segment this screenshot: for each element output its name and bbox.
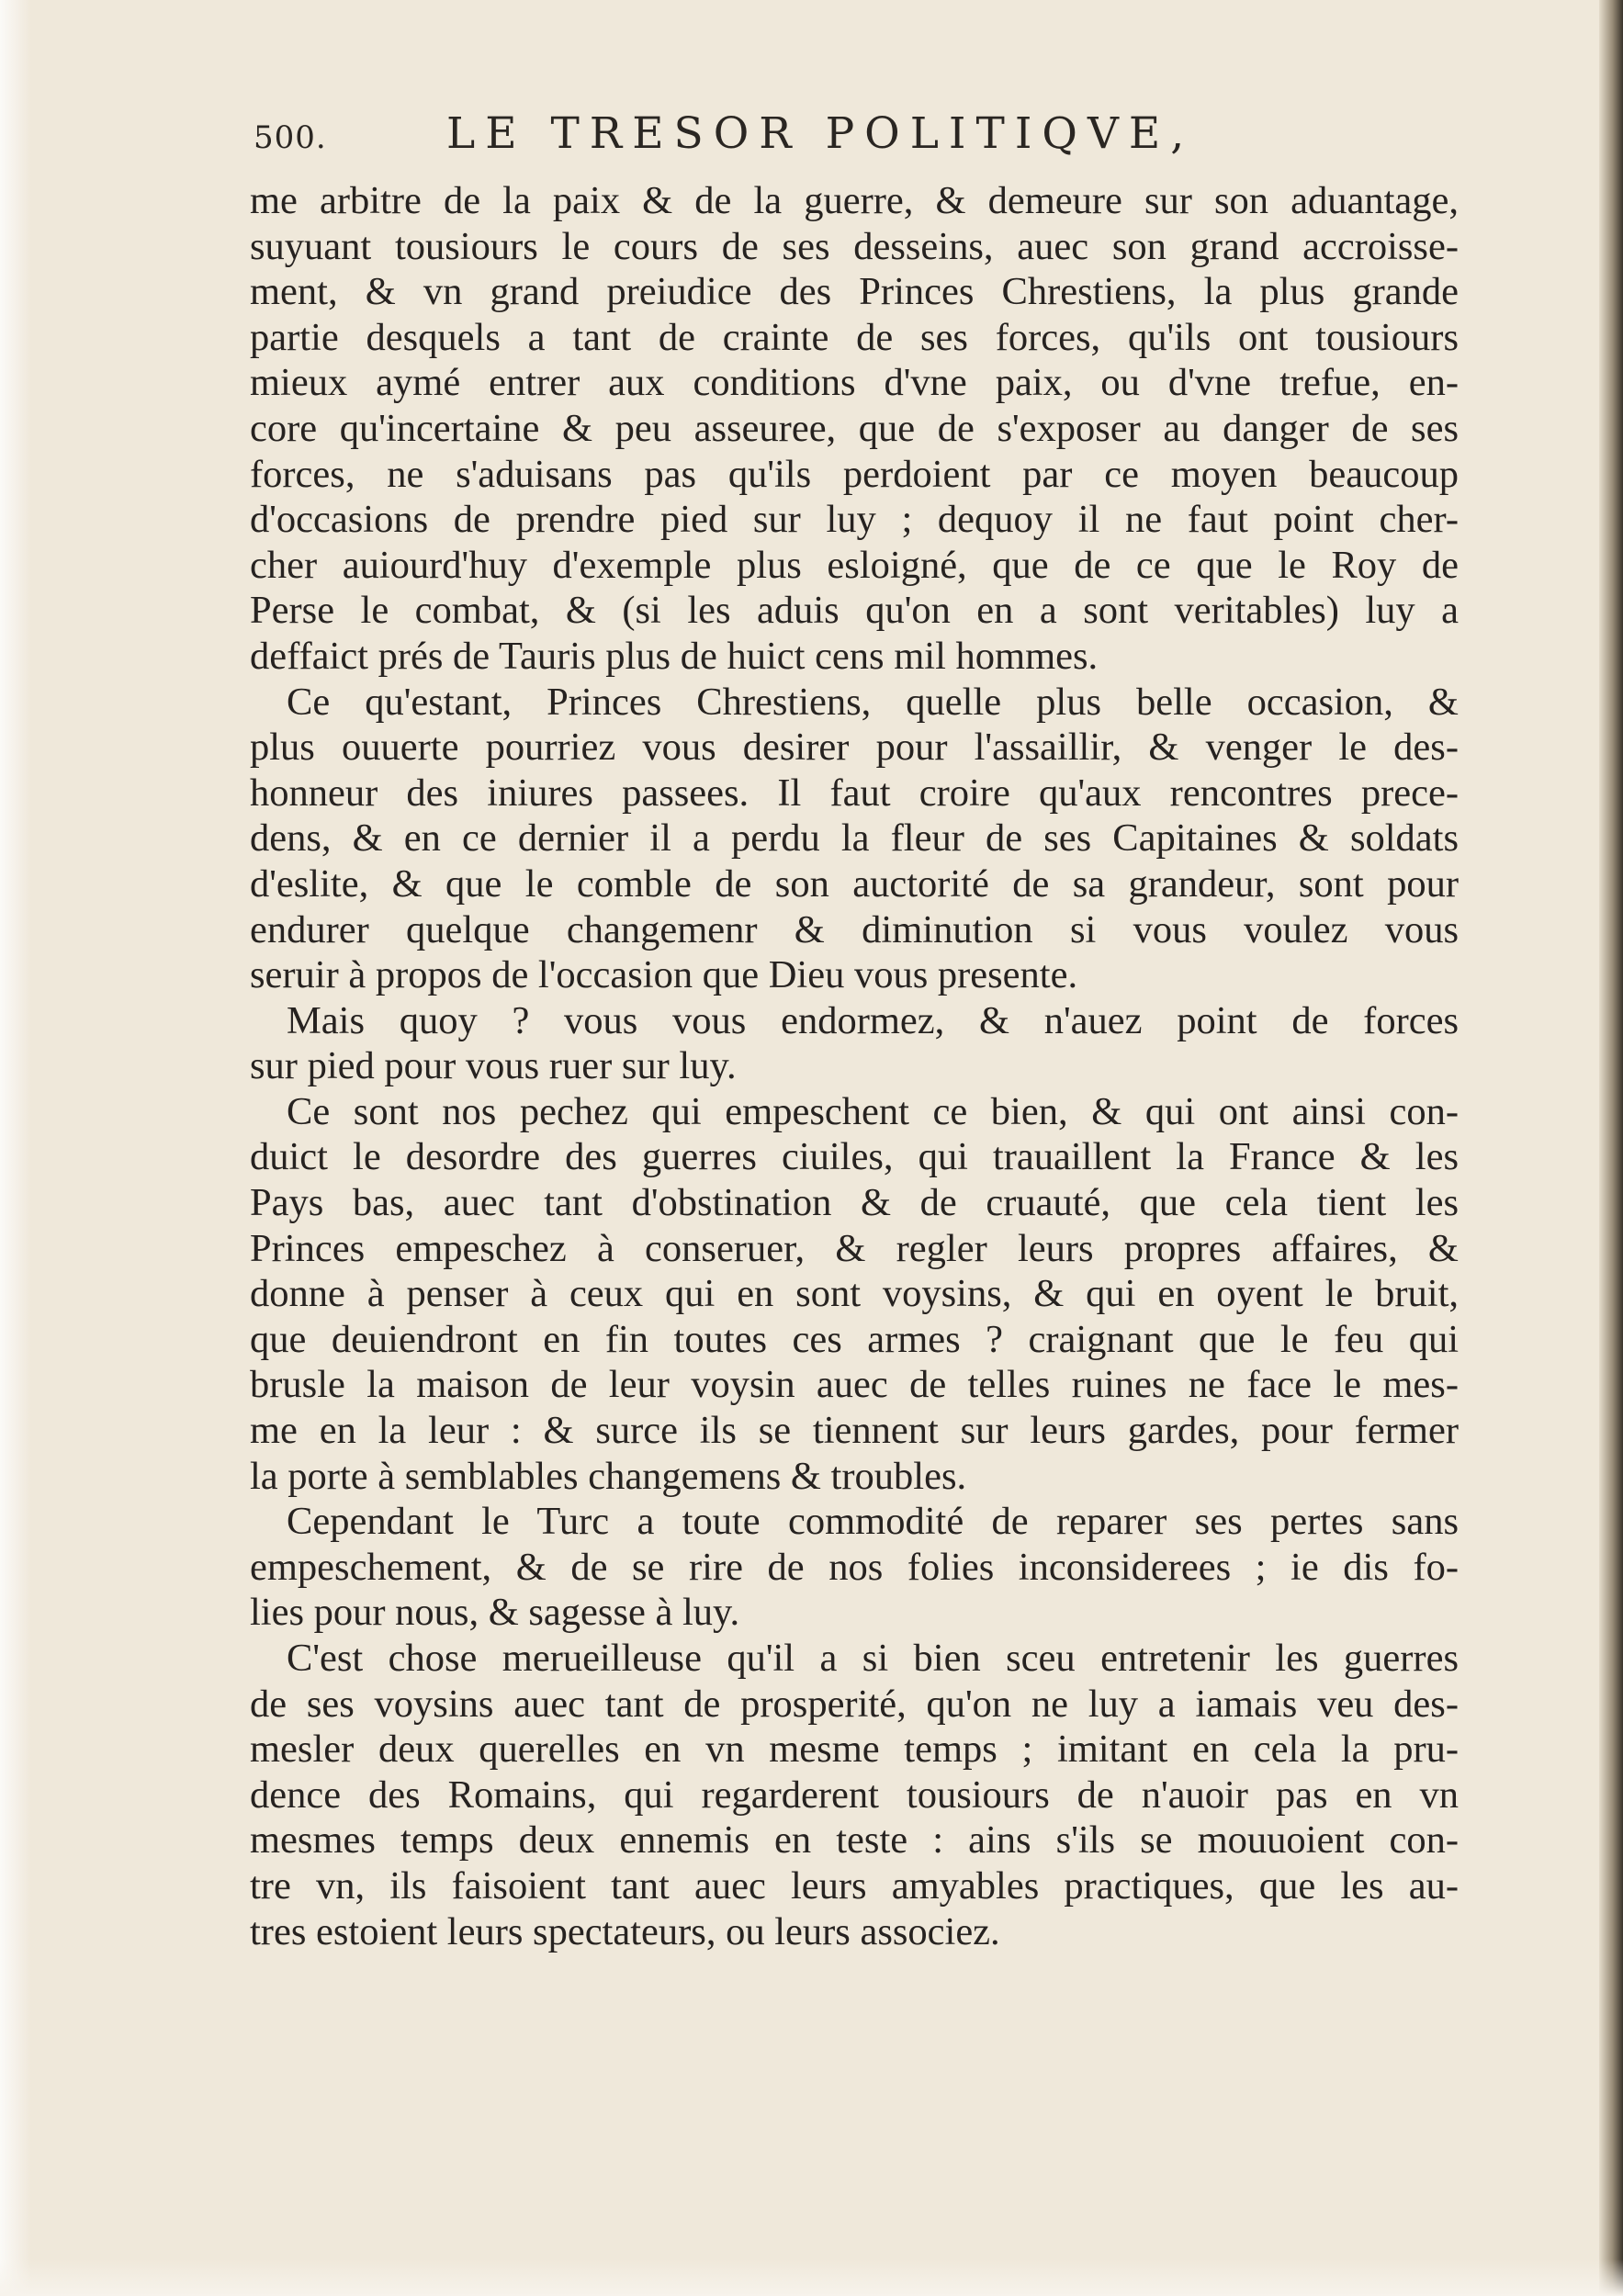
paragraph-first-line: C'est chose merueilleuse qu'il a si bien sceu entretenir les guerres (287, 1637, 1459, 1680)
paragraph-first-line: Ce sont nos pechez qui empeschent ce bien, & qui ont ainsi con- (287, 1089, 1459, 1133)
text-line: lies pour nous, & sagesse à luy. (250, 1591, 740, 1635)
text-line: sur pied pour vous ruer sur luy. (250, 1044, 737, 1088)
text-line: d'occasions de prendre pied sur luy ; dequoy il ne faut point cher- (250, 498, 1459, 542)
running-header (254, 108, 1264, 163)
text-line: cher auiourd'huy d'exemple plus esloigné, que de ce que le Roy de (250, 543, 1459, 587)
page-bottom-edge (0, 2259, 1623, 2296)
paragraph-first-line: Mais quoy ? vous vous endormez, & n'auez point de forces (287, 998, 1459, 1042)
text-line: duict le desordre des guerres ciuiles, qui trauaillent la France & les (250, 1135, 1459, 1179)
text-line: dens, & en ce dernier il a perdu la fleur de ses Capitaines & soldats (250, 816, 1459, 861)
text-line: honneur des iniures passees. Il faut croire qu'aux rencontres prece- (250, 771, 1459, 815)
text-line: core qu'incertaine & peu asseuree, que de s'exposer au danger de ses (250, 406, 1459, 450)
text-line: mesmes temps deux ennemis en teste : ains s'ils se mouuoient con- (250, 1818, 1459, 1863)
text-line: que deuiendront en fin toutes ces armes ? craignant que le feu qui (250, 1317, 1459, 1361)
text-line: me arbitre de la paix & de la guerre, & demeure sur son aduantage, (250, 179, 1459, 222)
text-line: seruir à propos de l'occasion que Dieu vous presente. (250, 953, 1078, 997)
text-line: endurer quelque changemenr & diminution si vous voulez vous (250, 907, 1459, 951)
text-line: forces, ne s'aduisans pas qu'ils perdoient par ce moyen beaucoup (250, 452, 1459, 496)
page-left-margin-shadow (0, 0, 31, 2296)
text-line: la porte à semblables changemens & troubles. (250, 1454, 967, 1498)
text-line: mieux aymé entrer aux conditions d'vne paix, ou d'vne trefue, en- (250, 361, 1459, 405)
text-line: deffaict prés de Tauris plus de huict cens mil hommes. (250, 634, 1099, 678)
paragraph-first-line: Ce qu'estant, Princes Chrestiens, quelle plus belle occasion, & (287, 680, 1459, 724)
text-line: d'eslite, & que le comble de son auctorité de sa grandeur, sont pour (250, 861, 1459, 906)
page-number: 500. (254, 119, 327, 156)
text-line: tres estoient leurs spectateurs, ou leurs associez. (250, 1909, 1000, 1953)
running-title: LE TRESOR POLITIQVE, (446, 108, 1195, 159)
text-line: partie desquels a tant de crainte de ses forces, qu'ils ont tousiours (250, 315, 1459, 359)
text-line: dence des Romains, qui regarderent tousiours de n'auoir pas en vn (250, 1773, 1459, 1817)
text-line: Princes empeschez à conseruer, & regler leurs propres affaires, & (250, 1226, 1459, 1270)
text-line: Pays bas, auec tant d'obstination & de cruauté, que cela tient les (250, 1181, 1459, 1225)
text-line: brusle la maison de leur voysin auec de telles ruines ne face le mes- (250, 1363, 1459, 1407)
text-line: me en la leur : & surce ils se tiennent sur leurs gardes, pour fermer (250, 1409, 1459, 1453)
text-line: Perse le combat, & (si les aduis qu'on en a sont veritables) luy a (250, 589, 1459, 633)
paragraph-first-line: Cependant le Turc a toute commodité de reparer ses pertes sans (287, 1500, 1459, 1544)
page-gutter-shadow (1599, 0, 1623, 2296)
body-text (250, 178, 1459, 1954)
text-line: donne à penser à ceux qui en sont voysins, & qui en oyent le bruit, (250, 1272, 1459, 1316)
text-line: plus ouuerte pourriez vous desirer pour l'assaillir, & venger le des- (250, 726, 1459, 770)
text-line: tre vn, ils faisoient tant auec leurs amyables practiques, que les au- (250, 1863, 1459, 1908)
text-line: empeschement, & de se rire de nos folies inconsiderees ; ie dis fo- (250, 1545, 1459, 1589)
text-line: mesler deux querelles en vn mesme temps ; imitant en cela la pru- (250, 1728, 1459, 1772)
text-line: ment, & vn grand preiudice des Princes Chrestiens, la plus grande (250, 270, 1459, 314)
text-line: suyuant tousiours le cours de ses desseins, auec son grand accroisse- (250, 224, 1459, 268)
text-line: de ses voysins auec tant de prosperité, qu'on ne luy a iamais veu des- (250, 1682, 1459, 1726)
